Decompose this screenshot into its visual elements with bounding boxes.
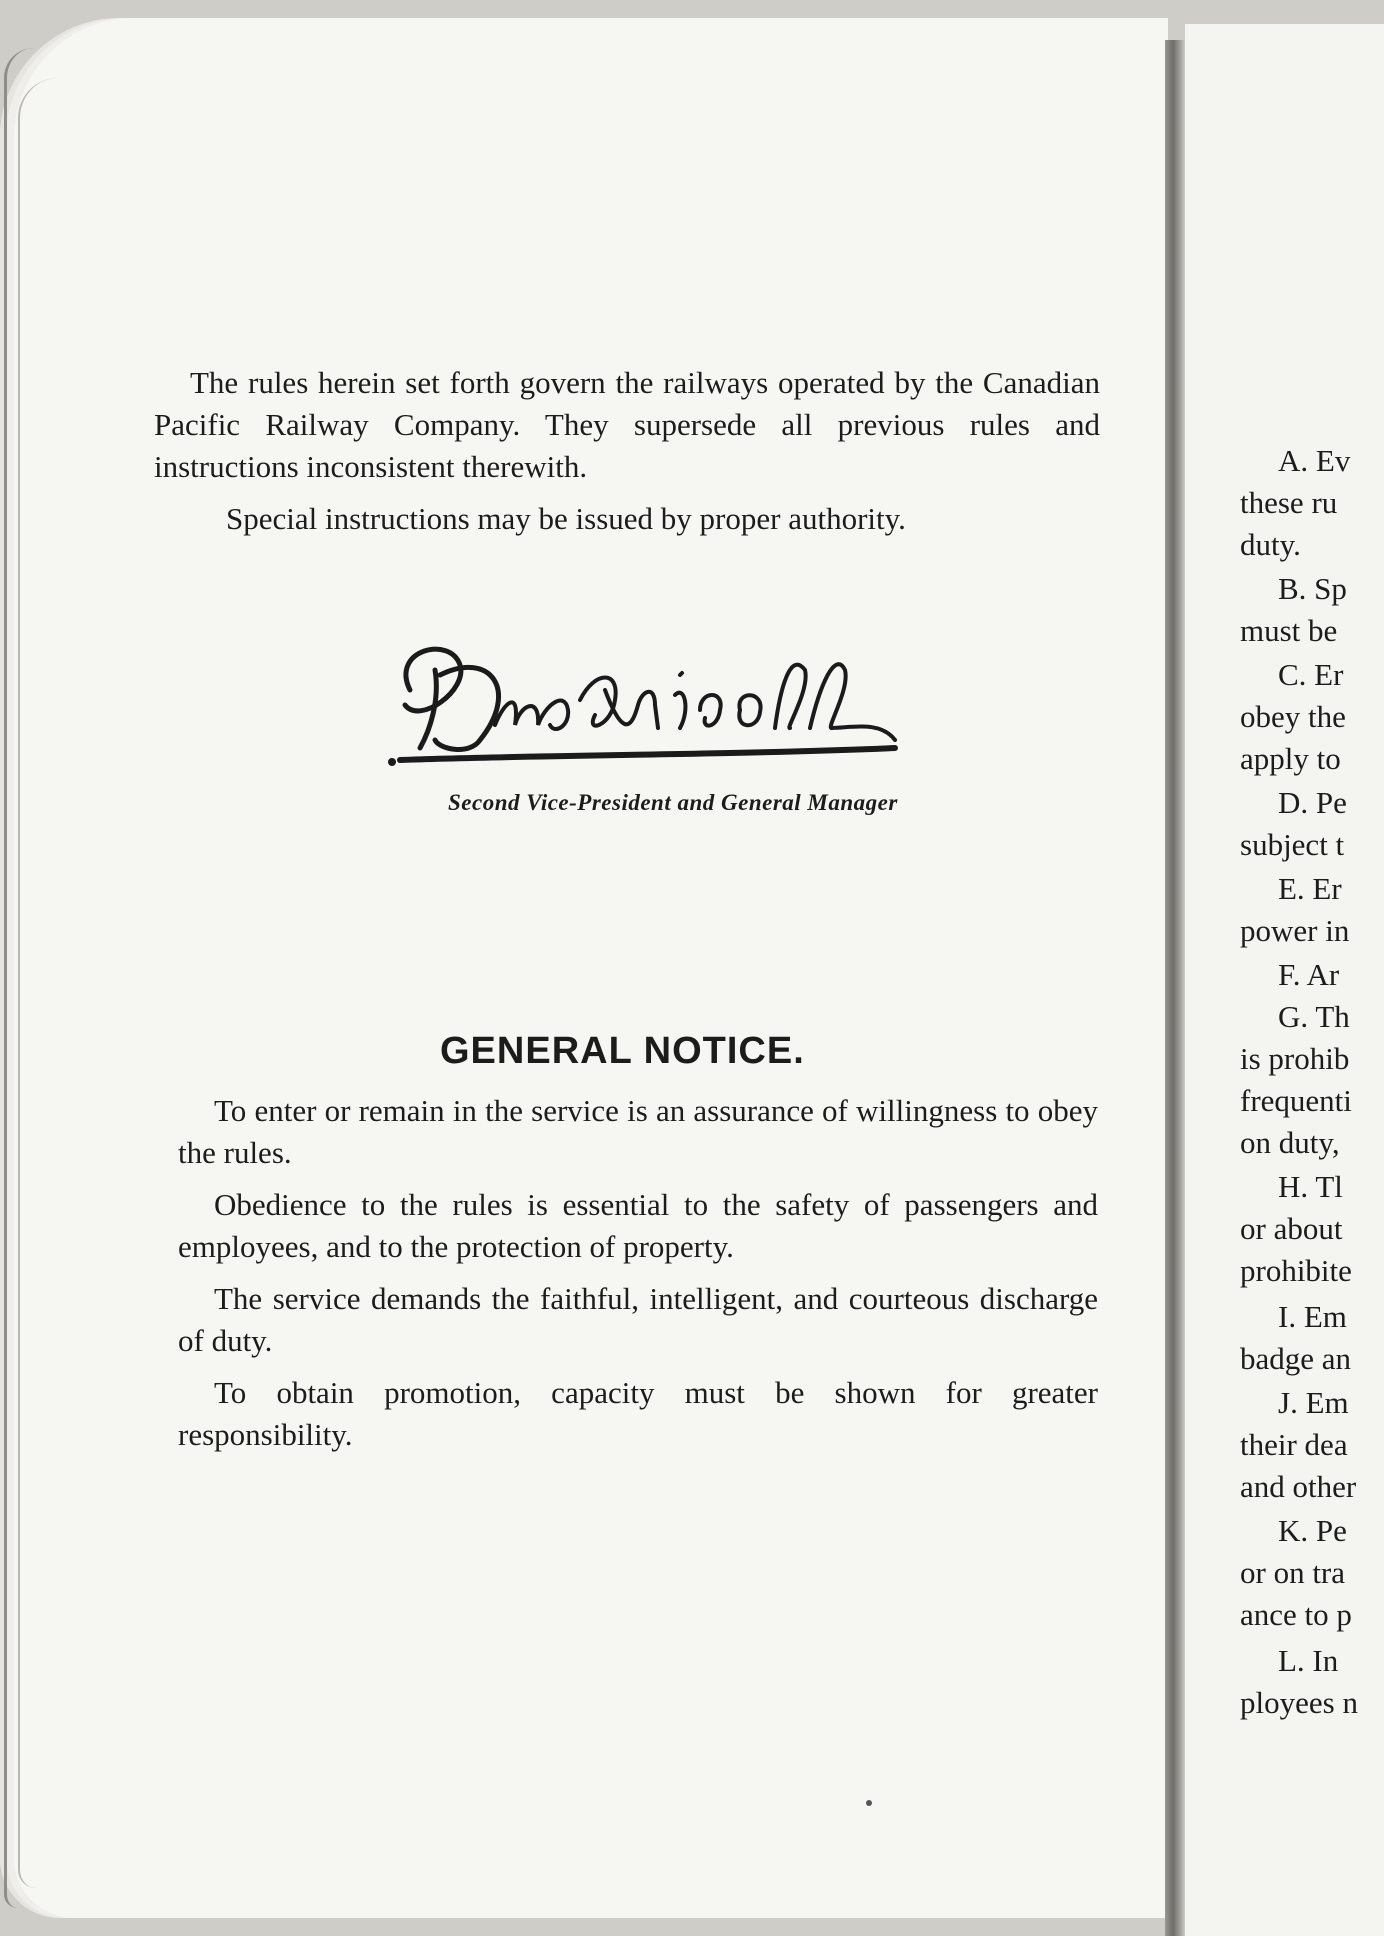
- notice-paragraph: To enter or remain in the service is an assurance of willingness to obey the rules.: [178, 1093, 1098, 1170]
- book-gutter: [1165, 40, 1185, 1936]
- right-page-line: badge an: [1240, 1341, 1352, 1376]
- right-page-line: on duty,: [1240, 1125, 1340, 1160]
- right-page-line: or about: [1240, 1211, 1343, 1246]
- notice-paragraph: The service demands the faithful, intelligent, and courteous discharge of duty.: [178, 1281, 1098, 1358]
- right-page-line: is prohib: [1240, 1041, 1350, 1076]
- right-page-line: obey the: [1240, 699, 1346, 734]
- right-page-line: F. Ar: [1278, 957, 1340, 992]
- notice-paragraph: Obedience to the rules is essential to the safety of passengers and employees, and to the protection of property.: [178, 1187, 1098, 1264]
- right-page-line: their dea: [1240, 1427, 1348, 1462]
- right-page-line: D. Pe: [1278, 785, 1347, 820]
- right-page-line: duty.: [1240, 527, 1301, 562]
- page-edge-inner: [18, 78, 58, 1888]
- right-page-line: I. Em: [1278, 1299, 1347, 1334]
- right-page-line: C. Er: [1278, 657, 1344, 692]
- intro-section: [154, 362, 1100, 540]
- right-page-line: subject t: [1240, 827, 1345, 862]
- signature: [380, 630, 920, 780]
- right-page-line: prohibite: [1240, 1253, 1352, 1288]
- right-page-line: power in: [1240, 913, 1350, 948]
- notice-paragraph: To obtain promotion, capacity must be shown for greater responsibility.: [178, 1375, 1098, 1452]
- intro-paragraph: Special instructions may be issued by proper authority.: [226, 501, 906, 536]
- signatory-title: Second Vice-President and General Manager: [448, 790, 898, 815]
- general-notice-section: [178, 1090, 1098, 1456]
- right-page-line: and other: [1240, 1469, 1357, 1504]
- right-page-line: K. Pe: [1278, 1513, 1347, 1548]
- right-page-line: ance to p: [1240, 1597, 1352, 1632]
- right-page-line: L. In: [1278, 1643, 1339, 1678]
- right-page-line: must be: [1240, 613, 1338, 648]
- notice-heading: GENERAL NOTICE.: [440, 1030, 805, 1072]
- right-page-line: E. Er: [1278, 871, 1342, 906]
- right-page-line: G. Th: [1278, 999, 1350, 1034]
- left-page: [0, 18, 1168, 1918]
- right-page-line: A. Ev: [1278, 443, 1351, 478]
- right-page-line: frequenti: [1240, 1083, 1352, 1118]
- intro-paragraph: The rules herein set forth govern the railways operated by the Canadian Pacific Railway Company. They supersede all previous rules and instructions inconsistent therewith.: [154, 365, 1100, 484]
- right-page-line: H. Tl: [1278, 1169, 1343, 1204]
- right-page-line: J. Em: [1278, 1385, 1349, 1420]
- right-page-line: B. Sp: [1278, 571, 1347, 606]
- right-page-line: these ru: [1240, 485, 1338, 520]
- right-page-line: ployees n: [1240, 1685, 1358, 1720]
- speck: [866, 1800, 872, 1806]
- right-page-line: or on tra: [1240, 1555, 1346, 1590]
- right-page-line: apply to: [1240, 741, 1341, 776]
